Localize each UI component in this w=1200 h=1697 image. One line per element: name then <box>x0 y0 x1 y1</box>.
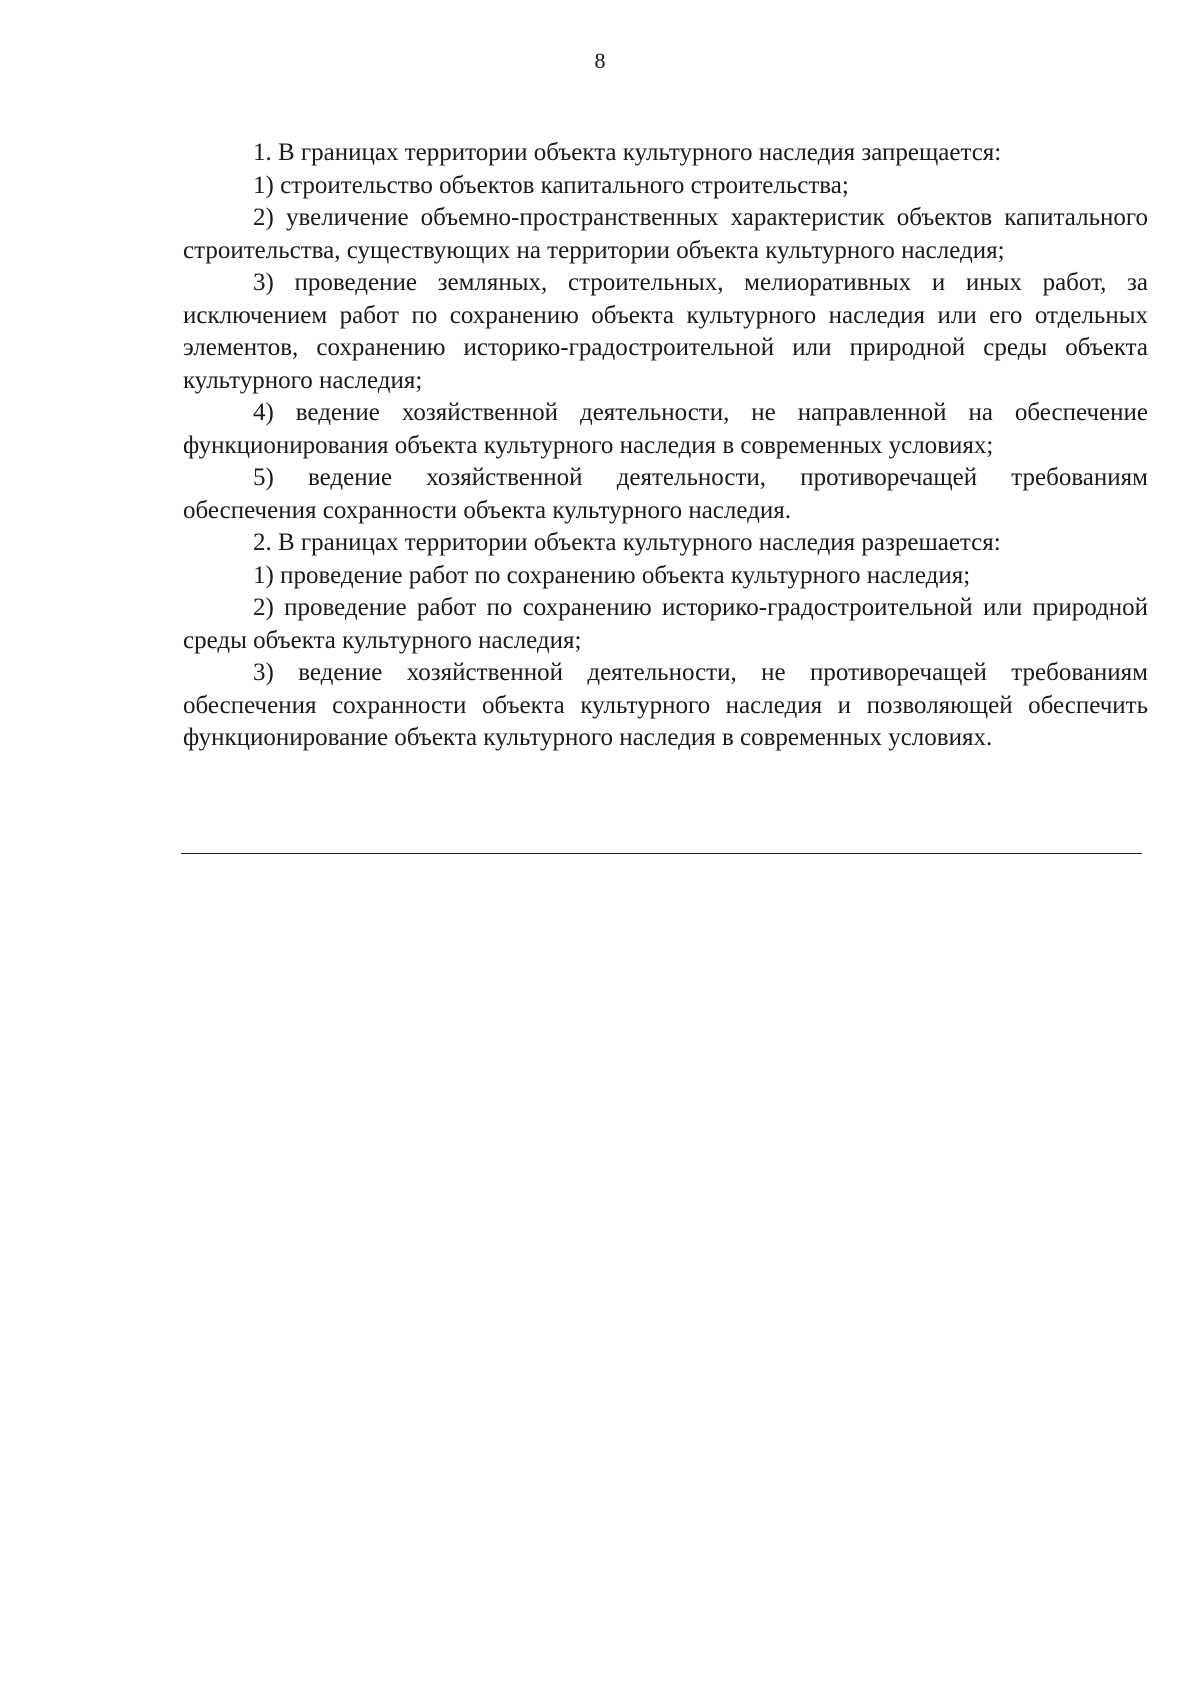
paragraph-section-1-item-4: 4) ведение хозяйственной деятельности, не направленной на обеспечение функционирования объекта культурного наследия в современных условиях; <box>183 399 1148 459</box>
paragraph-section-1-item-1: 1) строительство объектов капитального строительства; <box>253 171 849 199</box>
paragraph-section-1-item-3: 3) проведение земляных, строительных, мелиоративных и иных работ, за исключением работ по сохранению объекта культурного наследия или его отдельных элементов, сохранению историко-градостроительной или природной среды объекта культурного наследия; <box>183 269 1148 394</box>
paragraph-section-2-heading: 2. В границах территории объекта культурного наследия разрешается: <box>253 529 1001 556</box>
document-body <box>183 137 1148 755</box>
paragraph-section-2-item-3: 3) ведение хозяйственной деятельности, не противоречащей требованиям обеспечения сохранности объекта культурного наследия и позволяющей обеспечить функционирование объекта культурного наследия в современных условиях. <box>183 659 1148 751</box>
end-divider-line <box>181 853 1142 854</box>
paragraph-section-2-item-1: 1) проведение работ по сохранению объекта культурного наследия; <box>253 561 971 589</box>
paragraph-section-1-item-2: 2) увеличение объемно-пространственных характеристик объектов капитального строительства, существующих на территории объекта культурного наследия; <box>183 204 1148 264</box>
paragraph-section-2-item-2: 2) проведение работ по сохранению историко-градостроительной или природной среды объекта культурного наследия; <box>183 594 1148 654</box>
page-number: 8 <box>594 48 606 73</box>
paragraph-section-1-item-5: 5) ведение хозяйственной деятельности, противоречащей требованиям обеспечения сохранности объекта культурного наследия. <box>183 464 1148 524</box>
paragraph-section-1-heading: 1. В границах территории объекта культурного наследия запрещается: <box>253 139 1002 166</box>
